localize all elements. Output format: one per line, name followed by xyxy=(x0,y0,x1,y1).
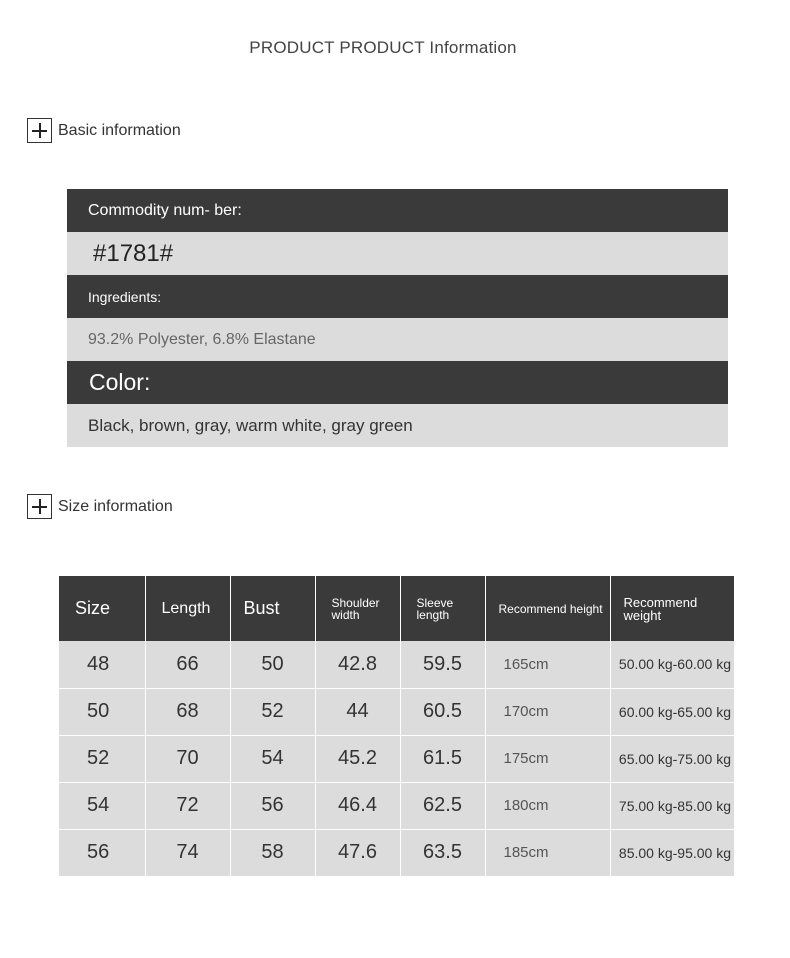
cell-recommend-weight: 65.00 kg-75.00 kg xyxy=(610,735,734,782)
page-title: PRODUCT PRODUCT Information xyxy=(249,38,517,57)
basic-information-label: Basic information xyxy=(58,121,181,139)
size-table xyxy=(59,576,734,876)
cell-shoulder-width: 44 xyxy=(315,688,400,735)
cell-sleeve-length: 59.5 xyxy=(400,641,485,688)
column-header-bust: Bust xyxy=(230,576,315,641)
table-row xyxy=(59,782,734,829)
cell-length: 72 xyxy=(145,782,230,829)
cell-shoulder-width: 47.6 xyxy=(315,829,400,876)
cell-bust: 56 xyxy=(230,782,315,829)
cell-bust: 54 xyxy=(230,735,315,782)
column-header-recommend-height: Recommend height xyxy=(485,576,610,641)
cell-bust: 58 xyxy=(230,829,315,876)
cell-size: 56 xyxy=(59,829,145,876)
size-information-label: Size information xyxy=(58,497,173,515)
cell-sleeve-length: 60.5 xyxy=(400,688,485,735)
column-header-shoulder-width: Shoulder width xyxy=(315,576,400,641)
commodity-number-value: #1781# xyxy=(93,239,174,267)
cell-size: 54 xyxy=(59,782,145,829)
commodity-number-label: Commodity num- ber: xyxy=(88,202,242,219)
cell-recommend-weight: 50.00 kg-60.00 kg xyxy=(610,641,734,688)
table-row xyxy=(59,688,734,735)
cell-shoulder-width: 45.2 xyxy=(315,735,400,782)
cell-recommend-weight: 75.00 kg-85.00 kg xyxy=(610,782,734,829)
cell-length: 66 xyxy=(145,641,230,688)
ingredients-value: 93.2% Polyester, 6.8% Elastane xyxy=(88,330,316,348)
cell-size: 52 xyxy=(59,735,145,782)
column-header-length: Length xyxy=(145,576,230,641)
table-row xyxy=(59,641,734,688)
cell-sleeve-length: 61.5 xyxy=(400,735,485,782)
plus-box-icon xyxy=(27,118,52,143)
cell-recommend-height: 165cm xyxy=(485,641,610,688)
cell-recommend-height: 170cm xyxy=(485,688,610,735)
cell-recommend-height: 180cm xyxy=(485,782,610,829)
table-row xyxy=(59,735,734,782)
cell-recommend-weight: 60.00 kg-65.00 kg xyxy=(610,688,734,735)
cell-size: 50 xyxy=(59,688,145,735)
ingredients-row xyxy=(67,275,728,318)
cell-recommend-weight: 85.00 kg-95.00 kg xyxy=(610,829,734,876)
plus-box-icon xyxy=(27,494,52,519)
cell-recommend-height: 175cm xyxy=(485,735,610,782)
commodity-number-value-row xyxy=(67,232,728,275)
cell-recommend-height: 185cm xyxy=(485,829,610,876)
cell-length: 74 xyxy=(145,829,230,876)
basic-information-heading xyxy=(27,118,181,143)
color-label: Color: xyxy=(89,369,151,395)
cell-size: 48 xyxy=(59,641,145,688)
cell-bust: 50 xyxy=(230,641,315,688)
color-value-row xyxy=(67,404,728,447)
table-row xyxy=(59,829,734,876)
size-information-heading xyxy=(27,494,173,519)
ingredients-value-row xyxy=(67,318,728,361)
commodity-number-row xyxy=(67,189,728,232)
cell-shoulder-width: 42.8 xyxy=(315,641,400,688)
cell-shoulder-width: 46.4 xyxy=(315,782,400,829)
column-header-recommend-weight: Recommend weight xyxy=(610,576,734,641)
column-header-size: Size xyxy=(59,576,145,641)
cell-sleeve-length: 62.5 xyxy=(400,782,485,829)
ingredients-label: Ingredients: xyxy=(88,288,162,305)
color-value: Black, brown, gray, warm white, gray green xyxy=(88,415,413,435)
cell-bust: 52 xyxy=(230,688,315,735)
size-table-header-row xyxy=(59,576,734,641)
basic-information-block xyxy=(67,189,728,447)
color-row xyxy=(67,361,728,404)
cell-length: 70 xyxy=(145,735,230,782)
cell-sleeve-length: 63.5 xyxy=(400,829,485,876)
cell-length: 68 xyxy=(145,688,230,735)
column-header-sleeve-length: Sleeve length xyxy=(400,576,485,641)
